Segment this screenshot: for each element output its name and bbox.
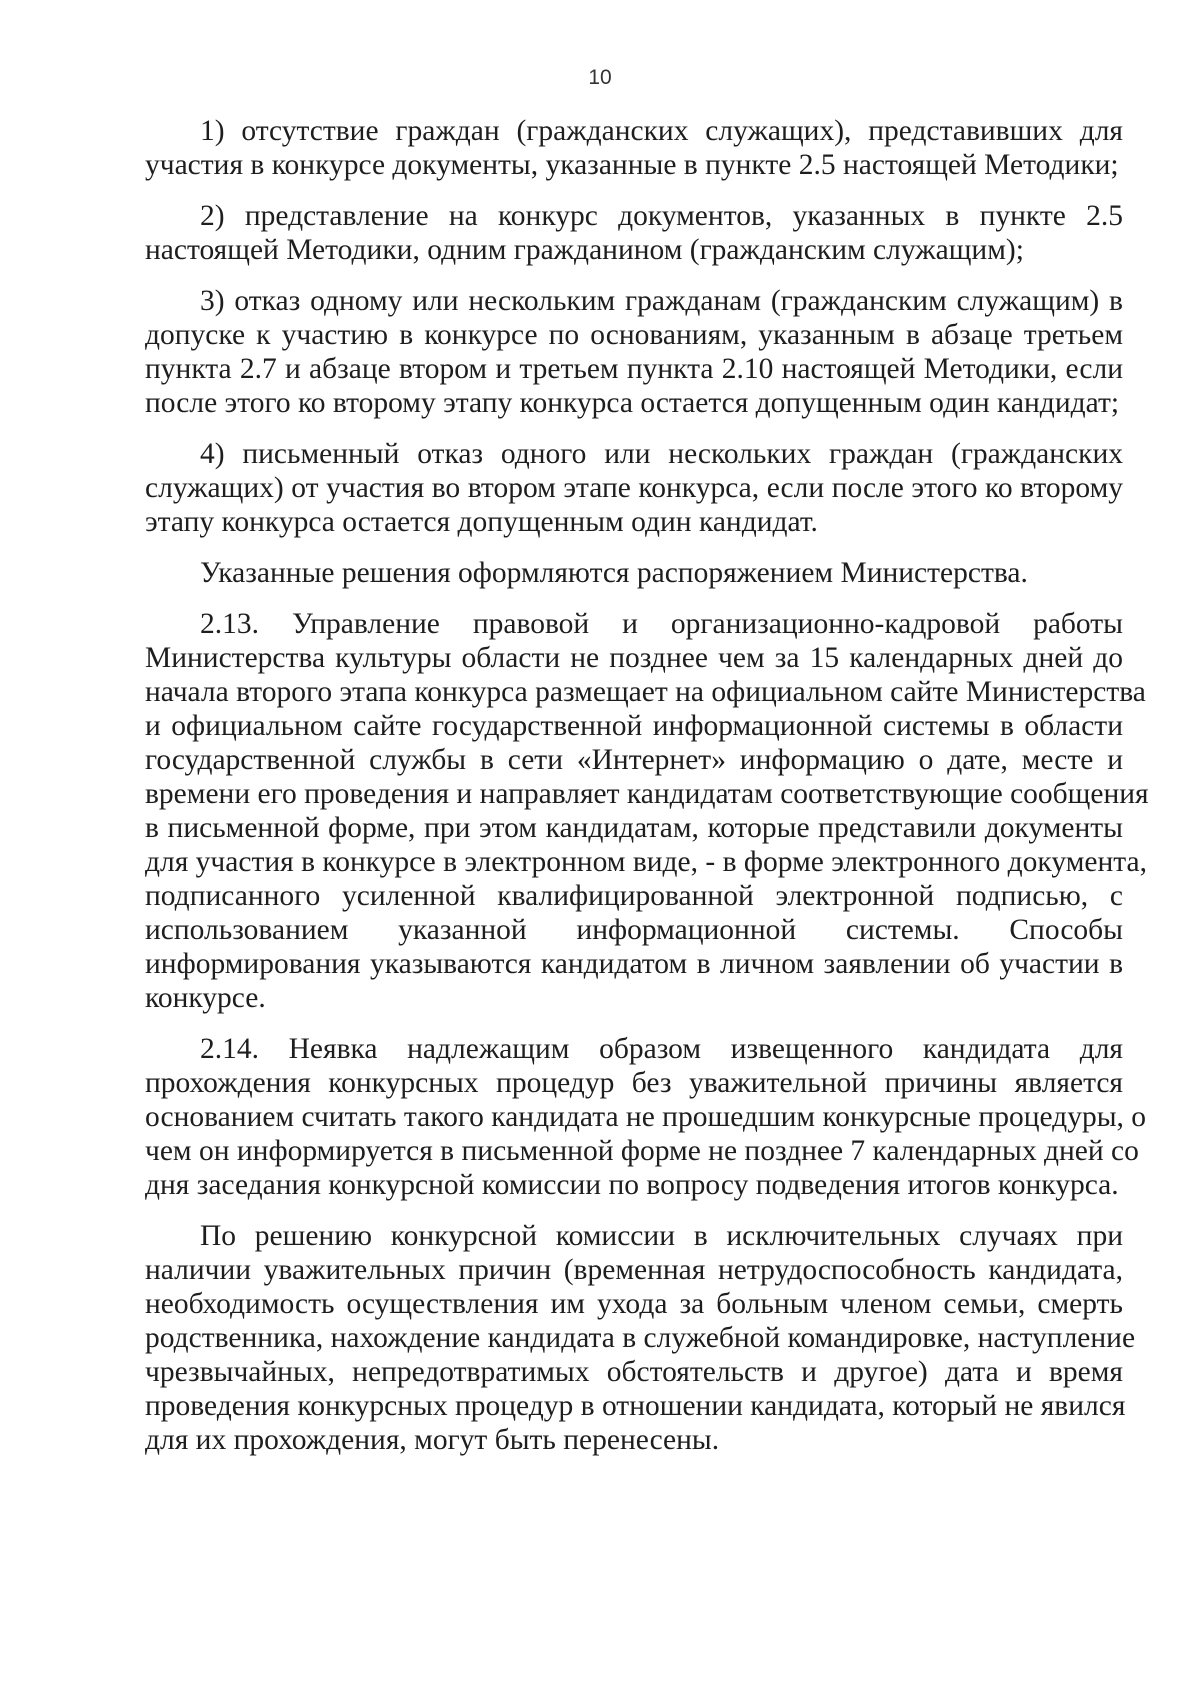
text-line: участия в конкурсе документы, указанные в пункте 2.5 настоящей Методики; <box>145 149 1119 181</box>
document-body <box>145 114 1149 1474</box>
text-line: информирования указываются кандидатом в личном заявлении об участии в <box>145 948 1123 980</box>
text-line: чрезвычайных, непредотвратимых обстоятельств и другое) дата и время <box>145 1356 1123 1388</box>
text-line: 3) отказ одному или нескольким гражданам (гражданским служащим) в <box>200 285 1123 317</box>
text-line: начала второго этапа конкурса размещает на официальном сайте Министерства <box>145 676 1146 708</box>
text-line: для их прохождения, могут быть перенесены. <box>145 1424 720 1456</box>
commission-decision-paragraph <box>145 1219 1136 1457</box>
list-item-1 <box>145 114 1123 182</box>
text-line: наличии уважительных причин (временная нетрудоспособность кандидата, <box>145 1254 1123 1286</box>
text-line: чем он информируется в письменной форме не позднее 7 календарных дней со <box>145 1135 1139 1167</box>
text-line: По решению конкурсной комиссии в исключительных случаях при <box>200 1220 1123 1252</box>
text-line: 4) письменный отказ одного или нескольких граждан (гражданских <box>200 438 1123 470</box>
page-number: 10 <box>588 66 612 89</box>
text-line: основанием считать такого кандидата не прошедшим конкурсные процедуры, о <box>145 1101 1147 1133</box>
text-line: 1) отсутствие граждан (гражданских служащих), представивших для <box>200 115 1123 147</box>
text-line: этапу конкурса остается допущенным один кандидат. <box>145 506 818 538</box>
text-line: Указанные решения оформляются распоряжением Министерства. <box>200 557 1028 589</box>
text-line: служащих) от участия во втором этапе конкурса, если после этого ко второму <box>145 472 1123 504</box>
clause-2-14 <box>145 1032 1147 1202</box>
text-line: конкурсе. <box>145 982 266 1014</box>
text-line: и официальном сайте государственной информационной системы в области <box>145 710 1123 742</box>
text-line: 2) представление на конкурс документов, указанных в пункте 2.5 <box>200 200 1123 232</box>
text-line: государственной службы в сети «Интернет» информацию о дате, месте и <box>145 744 1123 776</box>
decisions-paragraph <box>145 556 1123 590</box>
text-line: 2.14. Неявка надлежащим образом извещенного кандидата для <box>200 1033 1123 1065</box>
text-line: для участия в конкурсе в электронном виде, - в форме электронного документа, <box>145 846 1147 878</box>
text-line: времени его проведения и направляет кандидатам соответствующие сообщения <box>145 778 1149 810</box>
text-line: использованием указанной информационной системы. Способы <box>145 914 1123 946</box>
list-item-4 <box>145 437 1123 539</box>
text-line: после этого ко второму этапу конкурса остается допущенным один кандидат; <box>145 387 1120 419</box>
text-line: в письменной форме, при этом кандидатам, которые представили документы <box>145 812 1123 844</box>
text-line: 2.13. Управление правовой и организационно-кадровой работы <box>200 608 1123 640</box>
text-line: проведения конкурсных процедур в отношении кандидата, который не явился <box>145 1390 1126 1422</box>
text-line: необходимость осуществления им ухода за больным членом семьи, смерть <box>145 1288 1123 1320</box>
list-item-3 <box>145 284 1123 420</box>
text-line: пункта 2.7 и абзаце втором и третьем пункта 2.10 настоящей Методики, если <box>145 353 1123 385</box>
text-line: прохождения конкурсных процедур без уважительной причины является <box>145 1067 1123 1099</box>
text-line: настоящей Методики, одним гражданином (гражданским служащим); <box>145 234 1024 266</box>
list-item-2 <box>145 199 1123 267</box>
text-line: дня заседания конкурсной комиссии по вопросу подведения итогов конкурса. <box>145 1169 1119 1201</box>
text-line: родственника, нахождение кандидата в служебной командировке, наступление <box>145 1322 1136 1354</box>
clause-2-13 <box>145 607 1149 1015</box>
text-line: допуске к участию в конкурсе по основаниям, указанным в абзаце третьем <box>145 319 1123 351</box>
text-line: подписанного усиленной квалифицированной электронной подписью, с <box>145 880 1123 912</box>
text-line: Министерства культуры области не позднее чем за 15 календарных дней до <box>145 642 1123 674</box>
